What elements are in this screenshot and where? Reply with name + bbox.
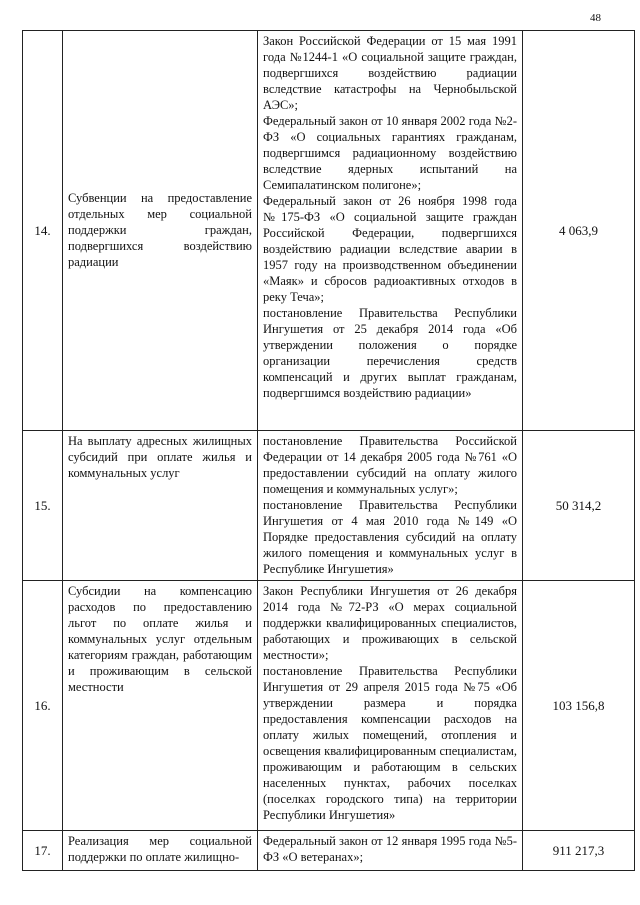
page-number: 48 <box>590 12 601 24</box>
basis-item: Федеральный закон от 26 ноября 1998 года №175-ФЗ «О социальной защите граждан Российской Федерации, подвергшихся воздействию радиации вследствие аварии в 1957 году на производственном объединении «Маяк» и сбросов радиоактивных отходов в реку Теча»; <box>263 194 517 304</box>
basis-item: Федеральный закон от 10 января 2002 года №2-ФЗ «О социальных гарантиях гражданам, подвергшимся радиационному воздействию вследствие ядерных испытаний на Семипалатинском полигоне»; <box>263 114 517 192</box>
basis-item: Закон Республики Ингушетия от 26 декабря 2014 года №72-РЗ «О мерах социальной поддержки квалифицированных специалистов, работающих и проживающих в сельской местности»; <box>263 584 517 662</box>
row-name: На выплату адресных жилищных субсидий при оплате жилья и коммунальных услуг <box>63 431 258 581</box>
row-number: 16. <box>23 581 63 831</box>
row-name: Реализация мер социальной поддержки по оплате жилищно- <box>63 831 258 871</box>
row-name: Субсидии на компенсацию расходов по предоставлению льгот по оплате жилья и коммунальных услуг отдельным категориям граждан, работающим и проживающим в сельской местности <box>63 581 258 831</box>
basis-item: Федеральный закон от 12 января 1995 года №5-ФЗ «О ветеранах»; <box>263 834 517 864</box>
row-legal-basis <box>258 831 523 871</box>
basis-item: постановление Правительства Республики Ингушетия от 29 апреля 2015 года №75 «Об утверждении размера и порядка предоставления компенсации расходов на оплату жилых помещений, отопления и освещения квалифицированным специалистам, проживающим и работающим в сельских населенных пунктах, рабочих поселках (поселках городского типа) на территории Республики Ингушетия» <box>263 664 517 822</box>
row-amount: 103 156,8 <box>523 581 635 831</box>
row-number: 17. <box>23 831 63 871</box>
basis-item: Закон Российской Федерации от 15 мая 1991 года №1244-1 «О социальной защите граждан, подвергшихся воздействию радиации вследствие катастрофы на Чернобыльской АЭС»; <box>263 34 517 112</box>
row-legal-basis <box>258 431 523 581</box>
row-name: Субвенции на предоставление отдельных мер социальной поддержки граждан, подвергшихся воздействию радиации <box>63 31 258 431</box>
row-amount: 911 217,3 <box>523 831 635 871</box>
row-amount: 4 063,9 <box>523 31 635 431</box>
row-legal-basis <box>258 31 523 431</box>
table-row <box>23 431 635 581</box>
basis-item: постановление Правительства Республики Ингушетия от 4 мая 2010 года №149 «О Порядке предоставления субсидий на оплату жилого помещения и коммунальных услуг в Республике Ингушетия» <box>263 498 517 576</box>
basis-item: постановление Правительства Республики Ингушетия от 25 декабря 2014 года «Об утверждении положения о порядке организации перечисления средств компенсаций и других выплат гражданам, подвергшимся воздействию радиации» <box>263 306 517 400</box>
row-legal-basis <box>258 581 523 831</box>
table-row <box>23 31 635 431</box>
basis-item: постановление Правительства Российской Федерации от 14 декабря 2005 года №761 «О предоставлении субсидий на оплату жилого помещения и коммунальных услуг»; <box>263 434 517 496</box>
budget-table <box>22 30 635 871</box>
table-row <box>23 581 635 831</box>
row-amount: 50 314,2 <box>523 431 635 581</box>
row-number: 15. <box>23 431 63 581</box>
table-row <box>23 831 635 871</box>
row-number: 14. <box>23 31 63 431</box>
